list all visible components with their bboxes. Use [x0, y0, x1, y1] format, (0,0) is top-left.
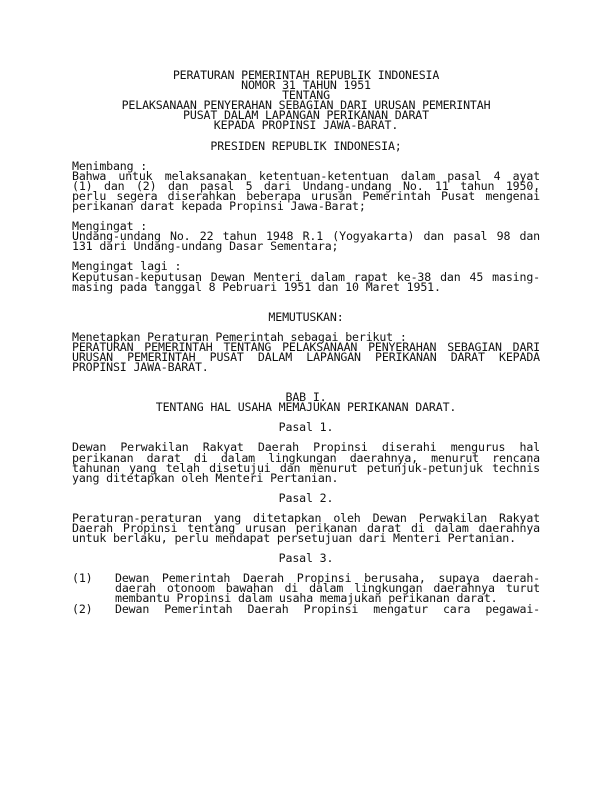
pasal-1-heading: Pasal 1. — [278, 420, 334, 435]
title-subject: PUSAT DALAM LAPANGAN PERIKANAN DARAT — [183, 108, 429, 123]
title-number: NOMOR 31 TAHUN 1951 — [241, 78, 371, 93]
menimbang-line: perikanan darat kepada Propinsi Jawa-Barat; — [72, 199, 366, 214]
menetapkan-section — [72, 329, 540, 375]
menimbang-line: (1) dan (2) dan pasal 5 dari Undang-undang No. 11 tahun 1950, — [72, 178, 540, 193]
pasal-1-line: tahunan yang telah disetujui dan menurut petunjuk-petunjuk technis — [72, 460, 540, 475]
pasal-3-body — [72, 571, 540, 616]
menetapkan-line: URUSAN PEMERINTAH PUSAT DALAM LAPANGAN PERIKANAN DARAT KEPADA — [72, 349, 540, 364]
menimbang-line: perlu segera diserahkan beberapa urusan Pemerintah Pusat mengenai — [72, 188, 540, 203]
pasal-2-line: Peraturan-peraturan yang ditetapkan oleh Dewan Perwakilan Rakyat — [72, 510, 540, 525]
title-subject: PELAKSANAAN PENYERAHAN SEBAGIAN DARI URUSAN PEMERINTAH — [121, 98, 491, 113]
pasal-3-heading: Pasal 3. — [278, 551, 334, 566]
item-line: daerah otonoom bawahan di dalam lingkungan daerahnya turut — [115, 581, 540, 596]
pasal-2-line: untuk berlaku, perlu mendapat persetujuan dari Menteri Pertanian. — [72, 531, 516, 546]
menimbang-label: Menimbang : — [72, 158, 148, 173]
mengingat-line: Undang-undang No. 22 tahun 1948 R.1 (Yogyakarta) dan pasal 98 dan — [72, 229, 540, 244]
pasal-1-body — [72, 440, 540, 485]
pasal-2-line: Daerah Propinsi tentang urusan perikanan darat di dalam daerahnya — [72, 521, 540, 535]
item-line: Dewan Pemerintah Daerah Propinsi berusaha, supaya daerah- — [115, 571, 540, 586]
pasal-1-line: perikanan darat di dalam lingkungan daerahnya, menurut rencana — [72, 450, 540, 465]
mengingat-section — [72, 219, 540, 254]
item-line: membantu Propinsi dalam usaha memajukan perikanan darat. — [115, 591, 498, 606]
menimbang-section — [72, 158, 540, 214]
pasal-2-body — [72, 510, 540, 546]
menetapkan-label: Menetapkan Peraturan Pemerintah sebagai berikut : — [72, 329, 407, 344]
bab-number: BAB I. — [285, 390, 327, 405]
bab-title: TENTANG HAL USAHA MEMAJUKAN PERIKANAN DARAT. — [155, 400, 457, 415]
menetapkan-line: PROPINSI JAWA-BARAT. — [72, 360, 209, 375]
memutuskan-heading: MEMUTUSKAN: — [268, 309, 344, 324]
pasal-1-line: yang ditetapkan oleh Menteri Pertanian. — [72, 470, 339, 485]
title-subject: KEPADA PROPINSI JAWA-BARAT. — [213, 118, 399, 133]
bab-heading — [72, 390, 540, 415]
president-heading: PRESIDEN REPUBLIK INDONESIA; — [210, 138, 402, 153]
mengingat-line: 131 dari Undang-undang Dasar Sementara; — [72, 239, 339, 254]
mengingat-lagi-label: Mengingat lagi : — [72, 259, 182, 274]
pasal-3-item-1 — [72, 571, 540, 606]
menimbang-line: Bahwa untuk melaksanakan ketentuan-ketentuan dalam pasal 4 ayat — [72, 168, 540, 183]
title-tentang: TENTANG — [282, 88, 330, 103]
menetapkan-line: PERATURAN PEMERINTAH TENTANG PELAKSANAAN PENYERAHAN SEBAGIAN DARI — [72, 339, 540, 354]
document-title — [72, 70, 540, 131]
document-page — [72, 70, 540, 614]
mengingat-lagi-section — [72, 259, 540, 294]
mengingat-lagi-line: masing pada tanggal 8 Pebruari 1951 dan 10 Maret 1951. — [72, 279, 441, 294]
pasal-3-item-2 — [72, 601, 540, 616]
item-line: Dewan Pemerintah Daerah Propinsi mengatur cara pegawai- — [115, 601, 540, 616]
item-number: (1) — [72, 571, 93, 586]
pasal-2-heading: Pasal 2. — [278, 490, 334, 505]
mengingat-label: Mengingat : — [72, 219, 148, 234]
title-line: PERATURAN PEMERINTAH REPUBLIK INDONESIA — [172, 68, 440, 82]
mengingat-lagi-line: Keputusan-keputusan Dewan Menteri dalam rapat ke-38 dan 45 masing- — [72, 269, 540, 284]
pasal-1-line: Dewan Perwakilan Rakyat Daerah Propinsi diserahi mengurus hal — [72, 440, 540, 455]
item-number: (2) — [72, 601, 93, 616]
